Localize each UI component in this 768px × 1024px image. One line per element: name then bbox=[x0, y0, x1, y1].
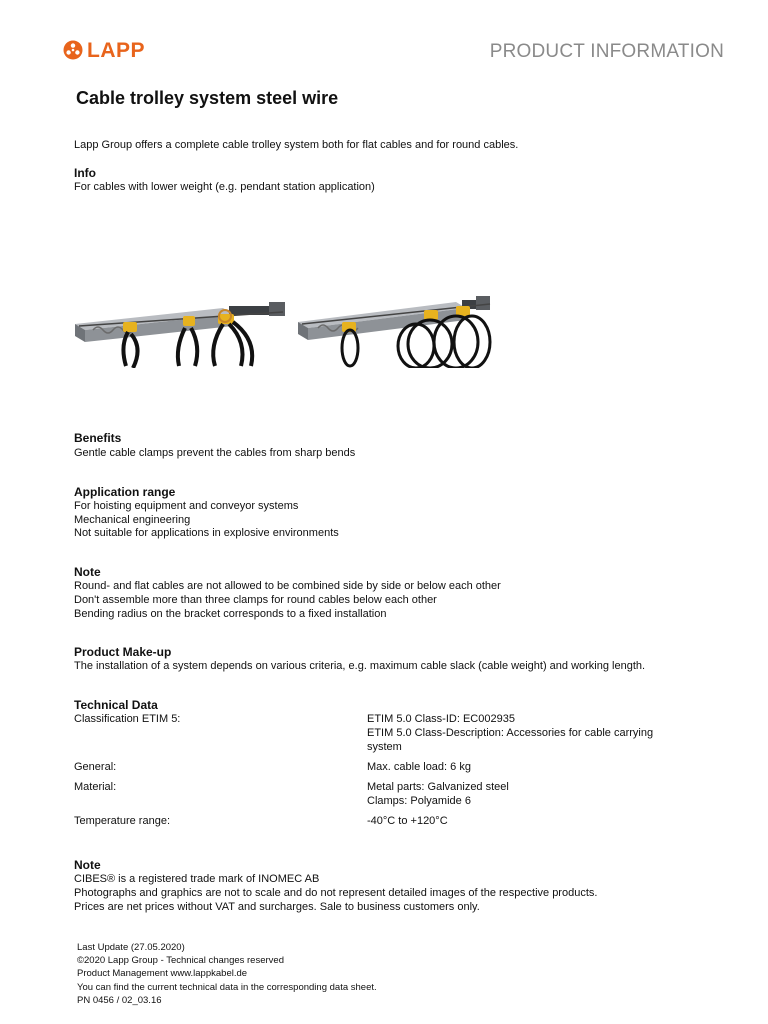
technical-data-label: Classification ETIM 5: bbox=[74, 713, 181, 725]
technical-data-value: ETIM 5.0 Class-ID: EC002935 bbox=[367, 713, 515, 725]
product-makeup-text: The installation of a system depends on various criteria, e.g. maximum cable slack (cable weight) and working length. bbox=[74, 660, 646, 672]
info-heading: Info bbox=[74, 166, 96, 180]
note-line: Don't assemble more than three clamps for round cables below each other bbox=[74, 594, 437, 606]
note-heading: Note bbox=[74, 565, 101, 579]
note-line: Bending radius on the bracket corresponds to a fixed installation bbox=[74, 608, 387, 620]
lapp-logo bbox=[63, 38, 145, 62]
technical-data-value: Max. cable load: 6 kg bbox=[367, 761, 471, 773]
cable-trolley-round-cables-photo bbox=[296, 286, 494, 368]
product-makeup-heading: Product Make-up bbox=[74, 645, 172, 659]
technical-data-value: Metal parts: Galvanized steel bbox=[367, 781, 509, 793]
application-range-line: For hoisting equipment and conveyor systems bbox=[74, 500, 299, 512]
benefits-heading: Benefits bbox=[74, 431, 122, 445]
document-type-label: PRODUCT INFORMATION bbox=[489, 41, 724, 62]
technical-data-label: Temperature range: bbox=[74, 815, 170, 827]
info-text: For cables with lower weight (e.g. pendant station application) bbox=[74, 181, 375, 193]
lapp-roundel-icon bbox=[63, 40, 83, 60]
footer-line: Product Management www.lappkabel.de bbox=[77, 968, 248, 979]
note-line: CIBES® is a registered trade mark of INOMEC AB bbox=[74, 873, 320, 885]
technical-data-label: Material: bbox=[74, 781, 117, 793]
cable-trolley-flat-cables-photo bbox=[73, 286, 289, 368]
note-line: Prices are net prices without VAT and surcharges. Sale to business customers only. bbox=[74, 901, 480, 913]
page-title: Cable trolley system steel wire bbox=[76, 88, 339, 108]
technical-data-value: ETIM 5.0 Class-Description: Accessories for cable carrying system bbox=[367, 727, 654, 753]
brand-name: LAPP bbox=[87, 38, 146, 62]
note-heading: Note bbox=[74, 858, 101, 872]
technical-data-label: General: bbox=[74, 761, 117, 773]
footer-line: You can find the current technical data in the corresponding data sheet. bbox=[77, 982, 377, 993]
technical-data-value: Clamps: Polyamide 6 bbox=[367, 795, 471, 807]
footer-line: ©2020 Lapp Group - Technical changes reserved bbox=[77, 955, 284, 966]
footer-line: PN 0456 / 02_03.16 bbox=[77, 995, 162, 1006]
footer-line: Last Update (27.05.2020) bbox=[77, 942, 185, 953]
technical-data-heading: Technical Data bbox=[74, 698, 158, 712]
intro-text: Lapp Group offers a complete cable trolley system both for flat cables and for round cables. bbox=[74, 139, 519, 151]
application-range-line: Mechanical engineering bbox=[74, 514, 191, 526]
note-line: Round- and flat cables are not allowed to be combined side by side or below each other bbox=[74, 580, 501, 592]
technical-data-value: -40°C to +120°C bbox=[367, 815, 448, 827]
benefits-line: Gentle cable clamps prevent the cables from sharp bends bbox=[74, 447, 356, 459]
application-range-line: Not suitable for applications in explosive environments bbox=[74, 527, 339, 539]
application-range-heading: Application range bbox=[74, 485, 176, 499]
note-line: Photographs and graphics are not to scale and do not represent detailed images of the respective products. bbox=[74, 887, 598, 899]
